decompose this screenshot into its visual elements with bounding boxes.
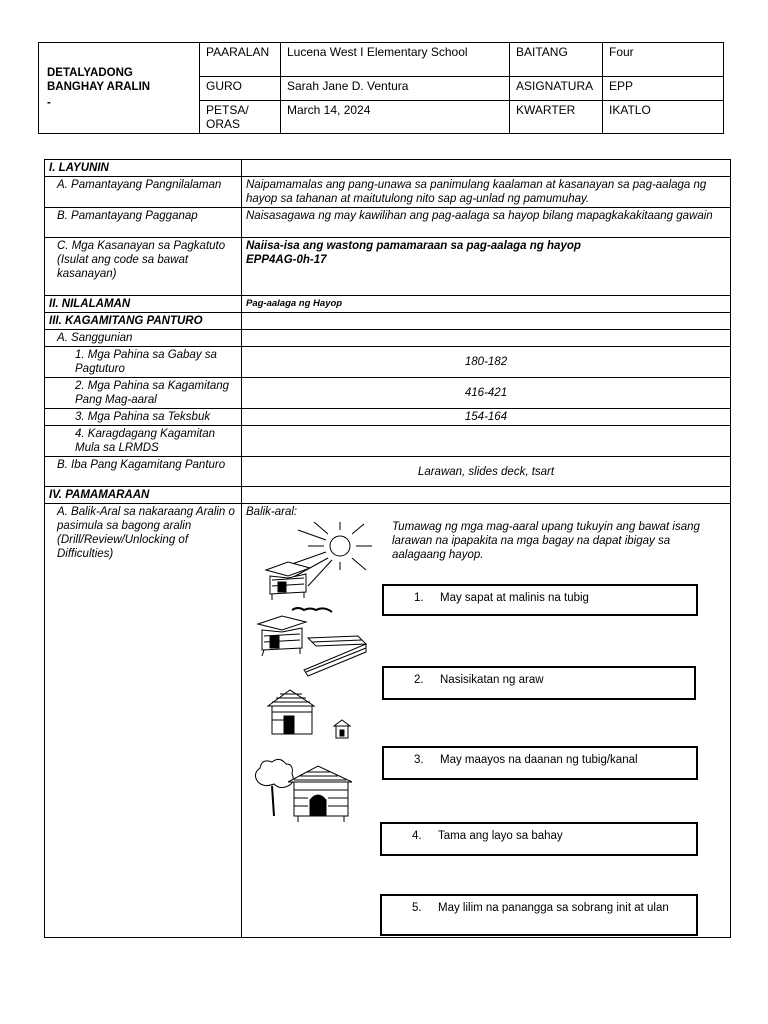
iba-pang-kagamitan-label: B. Iba Pang Kagamitang Panturo xyxy=(45,457,242,487)
petsa-label xyxy=(200,101,281,134)
lrmds-label: 4. Karagdagang Kagamitan Mula sa LRMDS xyxy=(45,426,242,457)
gabay-pagtuturo-value: 180-182 xyxy=(242,347,731,378)
balik-aral-instruction: Tumawag ng mga mag-aaral upang tukuyin ang bawat isang larawan na ipapakita na mga bagay na dapat ibigay sa aalagaang hayop. xyxy=(392,521,700,561)
petsa-label-line-2: ORAS xyxy=(206,117,241,131)
doghouse-2 xyxy=(258,616,306,656)
pamantayang-pagganap-value: Naisasagawa ng may kawilihan ang pag-aalaga sa hayop bilang mapagkakakitaang gawain xyxy=(242,208,731,238)
sun-icon xyxy=(330,536,350,556)
kwarter-label: KWARTER xyxy=(510,101,603,134)
teksbuk-value: 154-164 xyxy=(242,409,731,426)
balik-aral-heading: Balik-aral: xyxy=(246,506,298,518)
asignatura-label: ASIGNATURA xyxy=(510,77,603,101)
item-box-1 xyxy=(382,584,698,616)
baitang-label: BAITANG xyxy=(510,43,603,77)
title-line-2: BANGHAY ARALIN xyxy=(47,81,151,93)
item-number-1: 1. xyxy=(414,592,424,604)
title-line-1: DETALYADONG xyxy=(47,67,133,79)
gabay-pagtuturo-label: 1. Mga Pahina sa Gabay sa Pagtuturo xyxy=(45,347,242,378)
item-text-4: Tama ang layo sa bahay xyxy=(438,830,563,842)
item-box-3 xyxy=(382,746,698,780)
small-doghouse xyxy=(334,720,350,738)
item-number-5: 5. xyxy=(412,902,422,914)
section-pamamaraan: IV. PAMAMARAAN xyxy=(45,487,242,504)
item-number-2: 2. xyxy=(414,674,424,686)
header-table xyxy=(38,42,724,134)
paaralan-label: PAARALAN xyxy=(200,43,281,77)
guro-label: GURO xyxy=(200,77,281,101)
document-title xyxy=(39,43,200,134)
item-box-4 xyxy=(380,822,698,856)
kasanayan-code: EPP4AG-0h-17 xyxy=(246,254,327,266)
item-box-2 xyxy=(382,666,696,700)
teksbuk-label: 3. Mga Pahina sa Teksbuk xyxy=(45,409,242,426)
guro-value: Sarah Jane D. Ventura xyxy=(281,77,510,101)
section-kagamitang-panturo: III. KAGAMITANG PANTURO xyxy=(45,313,242,330)
petsa-label-line-1: PETSA/ xyxy=(206,103,249,117)
kasanayan-text: Naiisa-isa ang wastong pamamaraan sa pag-aalaga ng hayop xyxy=(246,240,581,252)
section-nilalaman: II. NILALAMAN xyxy=(45,296,242,313)
kagamitang-mag-aaral-value: 416-421 xyxy=(242,378,731,409)
asignatura-value: EPP xyxy=(603,77,724,101)
kagamitang-mag-aaral-label: 2. Mga Pahina sa Kagamitang Pang Mag-aaral xyxy=(45,378,242,409)
item-text-1: May sapat at malinis na tubig xyxy=(440,592,589,604)
tree xyxy=(255,759,293,816)
item-text-2: Nasisikatan ng araw xyxy=(440,674,544,686)
section-layunin: I. LAYUNIN xyxy=(45,160,242,177)
item-number-4: 4. xyxy=(412,830,422,842)
baitang-value: Four xyxy=(603,43,724,77)
kasanayan-label: C. Mga Kasanayan sa Pagkatuto (Isulat ang code sa bawat kasanayan) xyxy=(45,238,242,296)
lesson-plan-table xyxy=(44,159,731,938)
kasanayan-value xyxy=(242,238,731,296)
item-number-3: 3. xyxy=(414,754,424,766)
doghouse-3 xyxy=(268,690,314,734)
petsa-value: March 14, 2024 xyxy=(281,101,510,134)
nilalaman-value: Pag-aalaga ng Hayop xyxy=(242,296,731,313)
animal-houses-illustration xyxy=(248,520,378,840)
item-text-3: May maayos na daanan ng tubig/kanal xyxy=(440,754,638,766)
balik-aral-content xyxy=(242,504,731,938)
balik-aral-label: A. Balik-Aral sa nakaraang Aralin o pasimula sa bagong aralin (Drill/Review/Unlocking of Difficulties) xyxy=(45,504,242,938)
sanggunian-label: A. Sanggunian xyxy=(45,330,242,347)
pamantayang-pangnilalaman-label: A. Pamantayang Pangnilalaman xyxy=(45,177,242,208)
kwarter-value: IKATLO xyxy=(603,101,724,134)
fence-path xyxy=(304,636,366,676)
title-mark: - xyxy=(47,97,51,109)
pamantayang-pangnilalaman-value: Naipamamalas ang pang-unawa sa panimulang kaalaman at kasanayan sa pag-aalaga ng hayop sa tahanan at maitutulong nito sap ag-unlad ng pamumuhay. xyxy=(242,177,731,208)
item-box-5 xyxy=(380,894,698,936)
doghouse-1 xyxy=(266,562,310,600)
iba-pang-kagamitan-value: Larawan, slides deck, tsart xyxy=(242,457,731,487)
doghouse-4 xyxy=(288,766,352,822)
paaralan-value: Lucena West I Elementary School xyxy=(281,43,510,77)
item-text-5: May lilim na panangga sa sobrang init at ulan xyxy=(438,902,669,914)
pamantayang-pagganap-label: B. Pamantayang Pagganap xyxy=(45,208,242,238)
